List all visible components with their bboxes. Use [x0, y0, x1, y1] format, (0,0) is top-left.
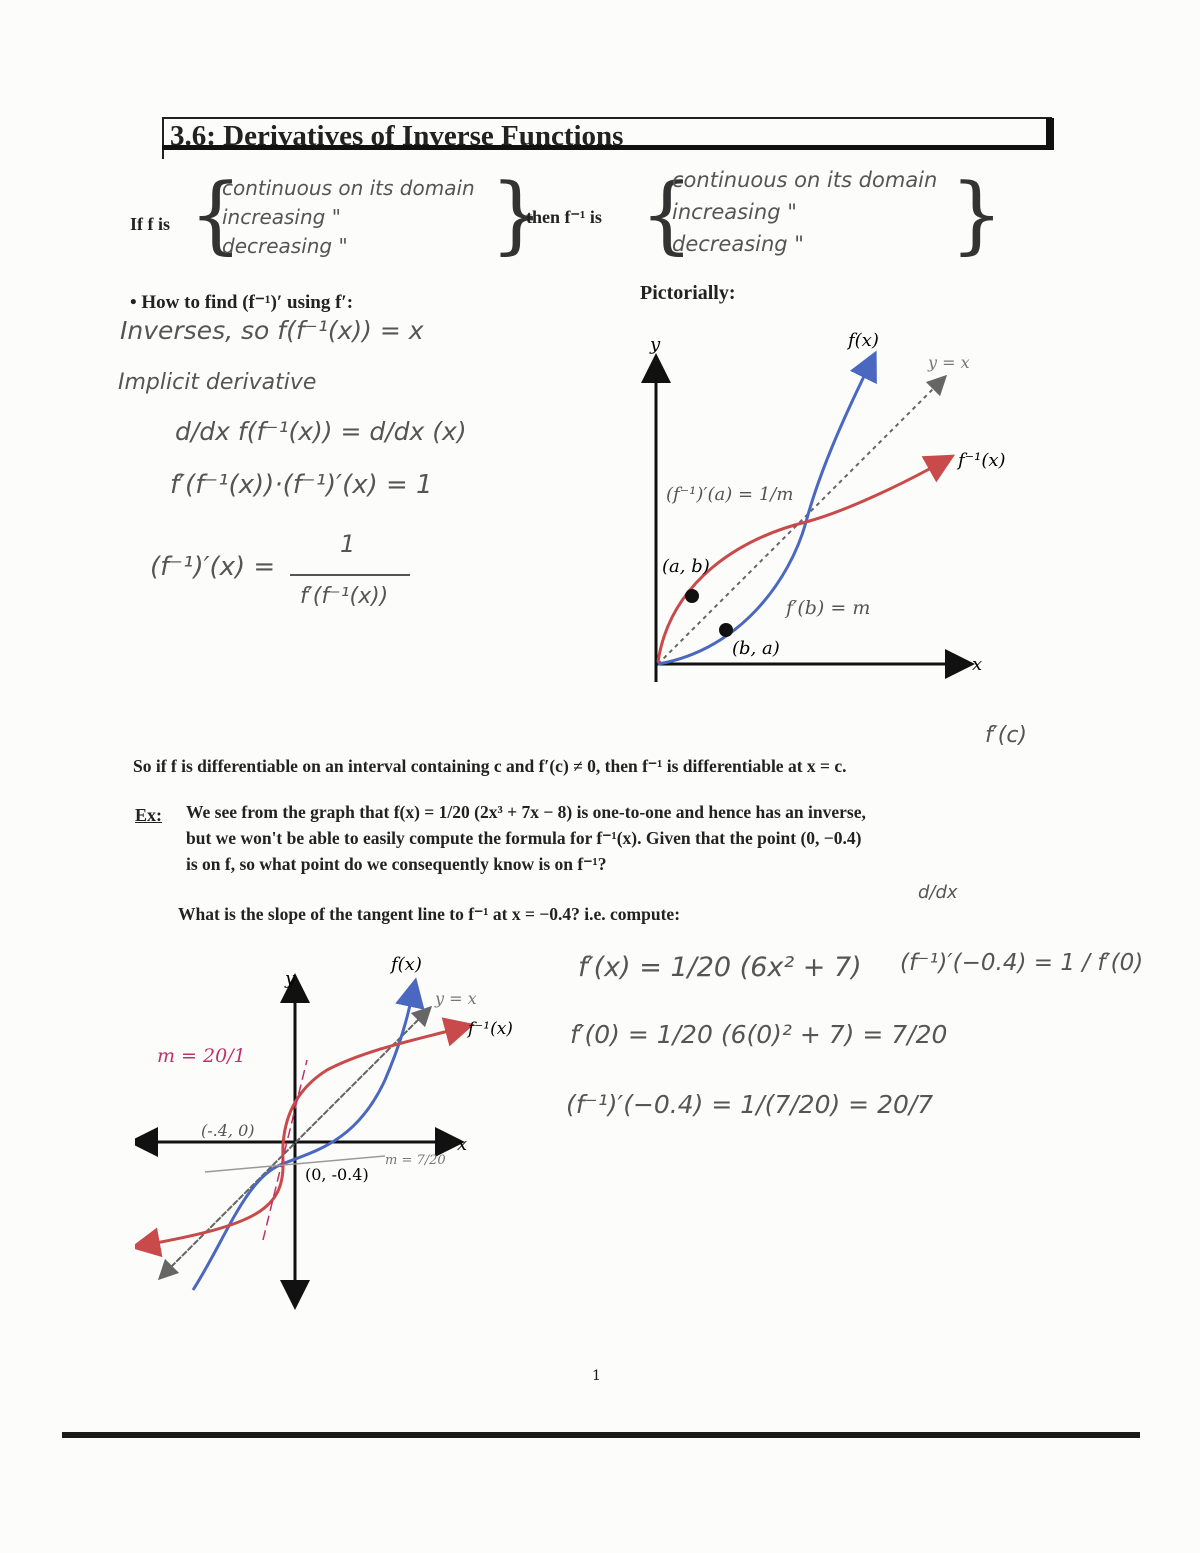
pictorial-graph — [620, 320, 1040, 700]
slope-red-label: m = 20/1 — [157, 1045, 246, 1067]
note-chain-rule: f′(f⁻¹(x))·(f⁻¹)′(x) = 1 — [170, 470, 433, 500]
page-number: 1 — [592, 1368, 601, 1384]
pictorial-x-label: x — [972, 654, 983, 675]
example-line-2: but we won't be able to easily compute the formula for f⁻¹(x). Given that the point (0, −0.4) — [186, 828, 862, 848]
pictorial-y-label: y — [650, 334, 661, 355]
differentiability-statement: So if f is differentiable on an interval containing c and f′(c) ≠ 0, then f⁻¹ is differentiable at x = c. — [133, 756, 847, 776]
pictorial-note-finv: (f⁻¹)′(a) = 1/m — [666, 484, 794, 505]
pictorial-finv-label: f⁻¹(x) — [958, 450, 1006, 471]
right-brace-2: } — [950, 165, 1004, 263]
point-a-b — [685, 589, 699, 603]
finv-prop-continuous: continuous on its domain — [672, 168, 938, 192]
example-question: What is the slope of the tangent line to f⁻¹ at x = −0.4? i.e. compute: — [178, 904, 681, 924]
side-formula: (f⁻¹)′(−0.4) = 1 / f′(0) — [900, 950, 1144, 976]
then-finv-is: then f⁻¹ is — [526, 207, 602, 227]
pictorially-heading: Pictorially: — [640, 282, 736, 304]
note-implicit: Implicit derivative — [118, 370, 317, 395]
example-yx-label: y = x — [435, 989, 477, 1008]
note-derivative: d/dx f(f⁻¹(x)) = d/dx (x) — [175, 417, 467, 446]
example-label: Ex: — [135, 805, 162, 825]
left-brace-2: { — [640, 165, 694, 263]
left-brace: { — [189, 165, 243, 263]
pictorial-note-f: f′(b) = m — [786, 597, 871, 619]
f-prop-decreasing: decreasing " — [222, 234, 348, 258]
final-lhs: (f⁻¹)′(x) = — [150, 552, 276, 582]
example-x-label: x — [457, 1134, 468, 1155]
point-b-a — [719, 623, 733, 637]
pictorial-point-ba-label: (b, a) — [732, 638, 780, 659]
work-line-3: (f⁻¹)′(−0.4) = 1/(7/20) = 20/7 — [566, 1090, 934, 1119]
example-graph — [135, 940, 555, 1320]
example-line-1: We see from the graph that f(x) = 1/20 (2x³ + 7x − 8) is one-to-one and hence has an inverse, — [186, 802, 866, 822]
example-finv-curve — [283, 1028, 460, 1160]
example-f-label: f(x) — [391, 954, 422, 975]
example-y-label: y — [285, 968, 296, 989]
example-point-label: (0, -0.4) — [305, 1165, 369, 1184]
if-f-is: If f is — [130, 214, 170, 234]
page-title: 3.6: Derivatives of Inverse Functions — [170, 120, 624, 152]
f-prop-increasing: increasing " — [222, 205, 341, 229]
final-numerator: 1 — [340, 530, 356, 558]
pictorial-f-label: f(x) — [848, 330, 879, 351]
title-frame-shadow — [1046, 118, 1054, 148]
pictorial-point-ab-label: (a, b) — [662, 556, 710, 577]
work-line-2: f′(0) = 1/20 (6(0)² + 7) = 7/20 — [570, 1020, 948, 1049]
example-finv-curve-left — [145, 1160, 283, 1245]
note-inverses: Inverses, so f(f⁻¹(x)) = x — [120, 316, 424, 345]
how-to-find: • How to find (f⁻¹)′ using f′: — [130, 292, 354, 313]
pictorial-yx-label: y = x — [928, 353, 970, 372]
right-brace: } — [490, 165, 544, 263]
page-bottom-edge — [62, 1432, 1140, 1438]
pictorial-f-curve — [658, 364, 870, 664]
final-denominator: f′(f⁻¹(x)) — [300, 584, 389, 609]
side-derivative-symbol: d/dx — [918, 882, 958, 903]
f-prop-continuous: continuous on its domain — [222, 176, 475, 200]
finv-prop-increasing: increasing " — [672, 200, 797, 224]
work-line-1: f′(x) = 1/20 (6x² + 7) — [578, 952, 862, 983]
tangent-line-finv — [263, 1060, 307, 1240]
example-finv-label: f⁻¹(x) — [468, 1019, 513, 1039]
margin-note-fprime-c: f′(c) — [985, 723, 1028, 748]
finv-prop-decreasing: decreasing " — [672, 232, 804, 256]
slope-small-label: m = 7/20 — [385, 1153, 446, 1168]
fraction-bar — [290, 574, 410, 576]
example-line-3: is on f, so what point do we consequently know is on f⁻¹? — [186, 854, 607, 874]
hand-point-label: (-.4, 0) — [201, 1121, 255, 1140]
